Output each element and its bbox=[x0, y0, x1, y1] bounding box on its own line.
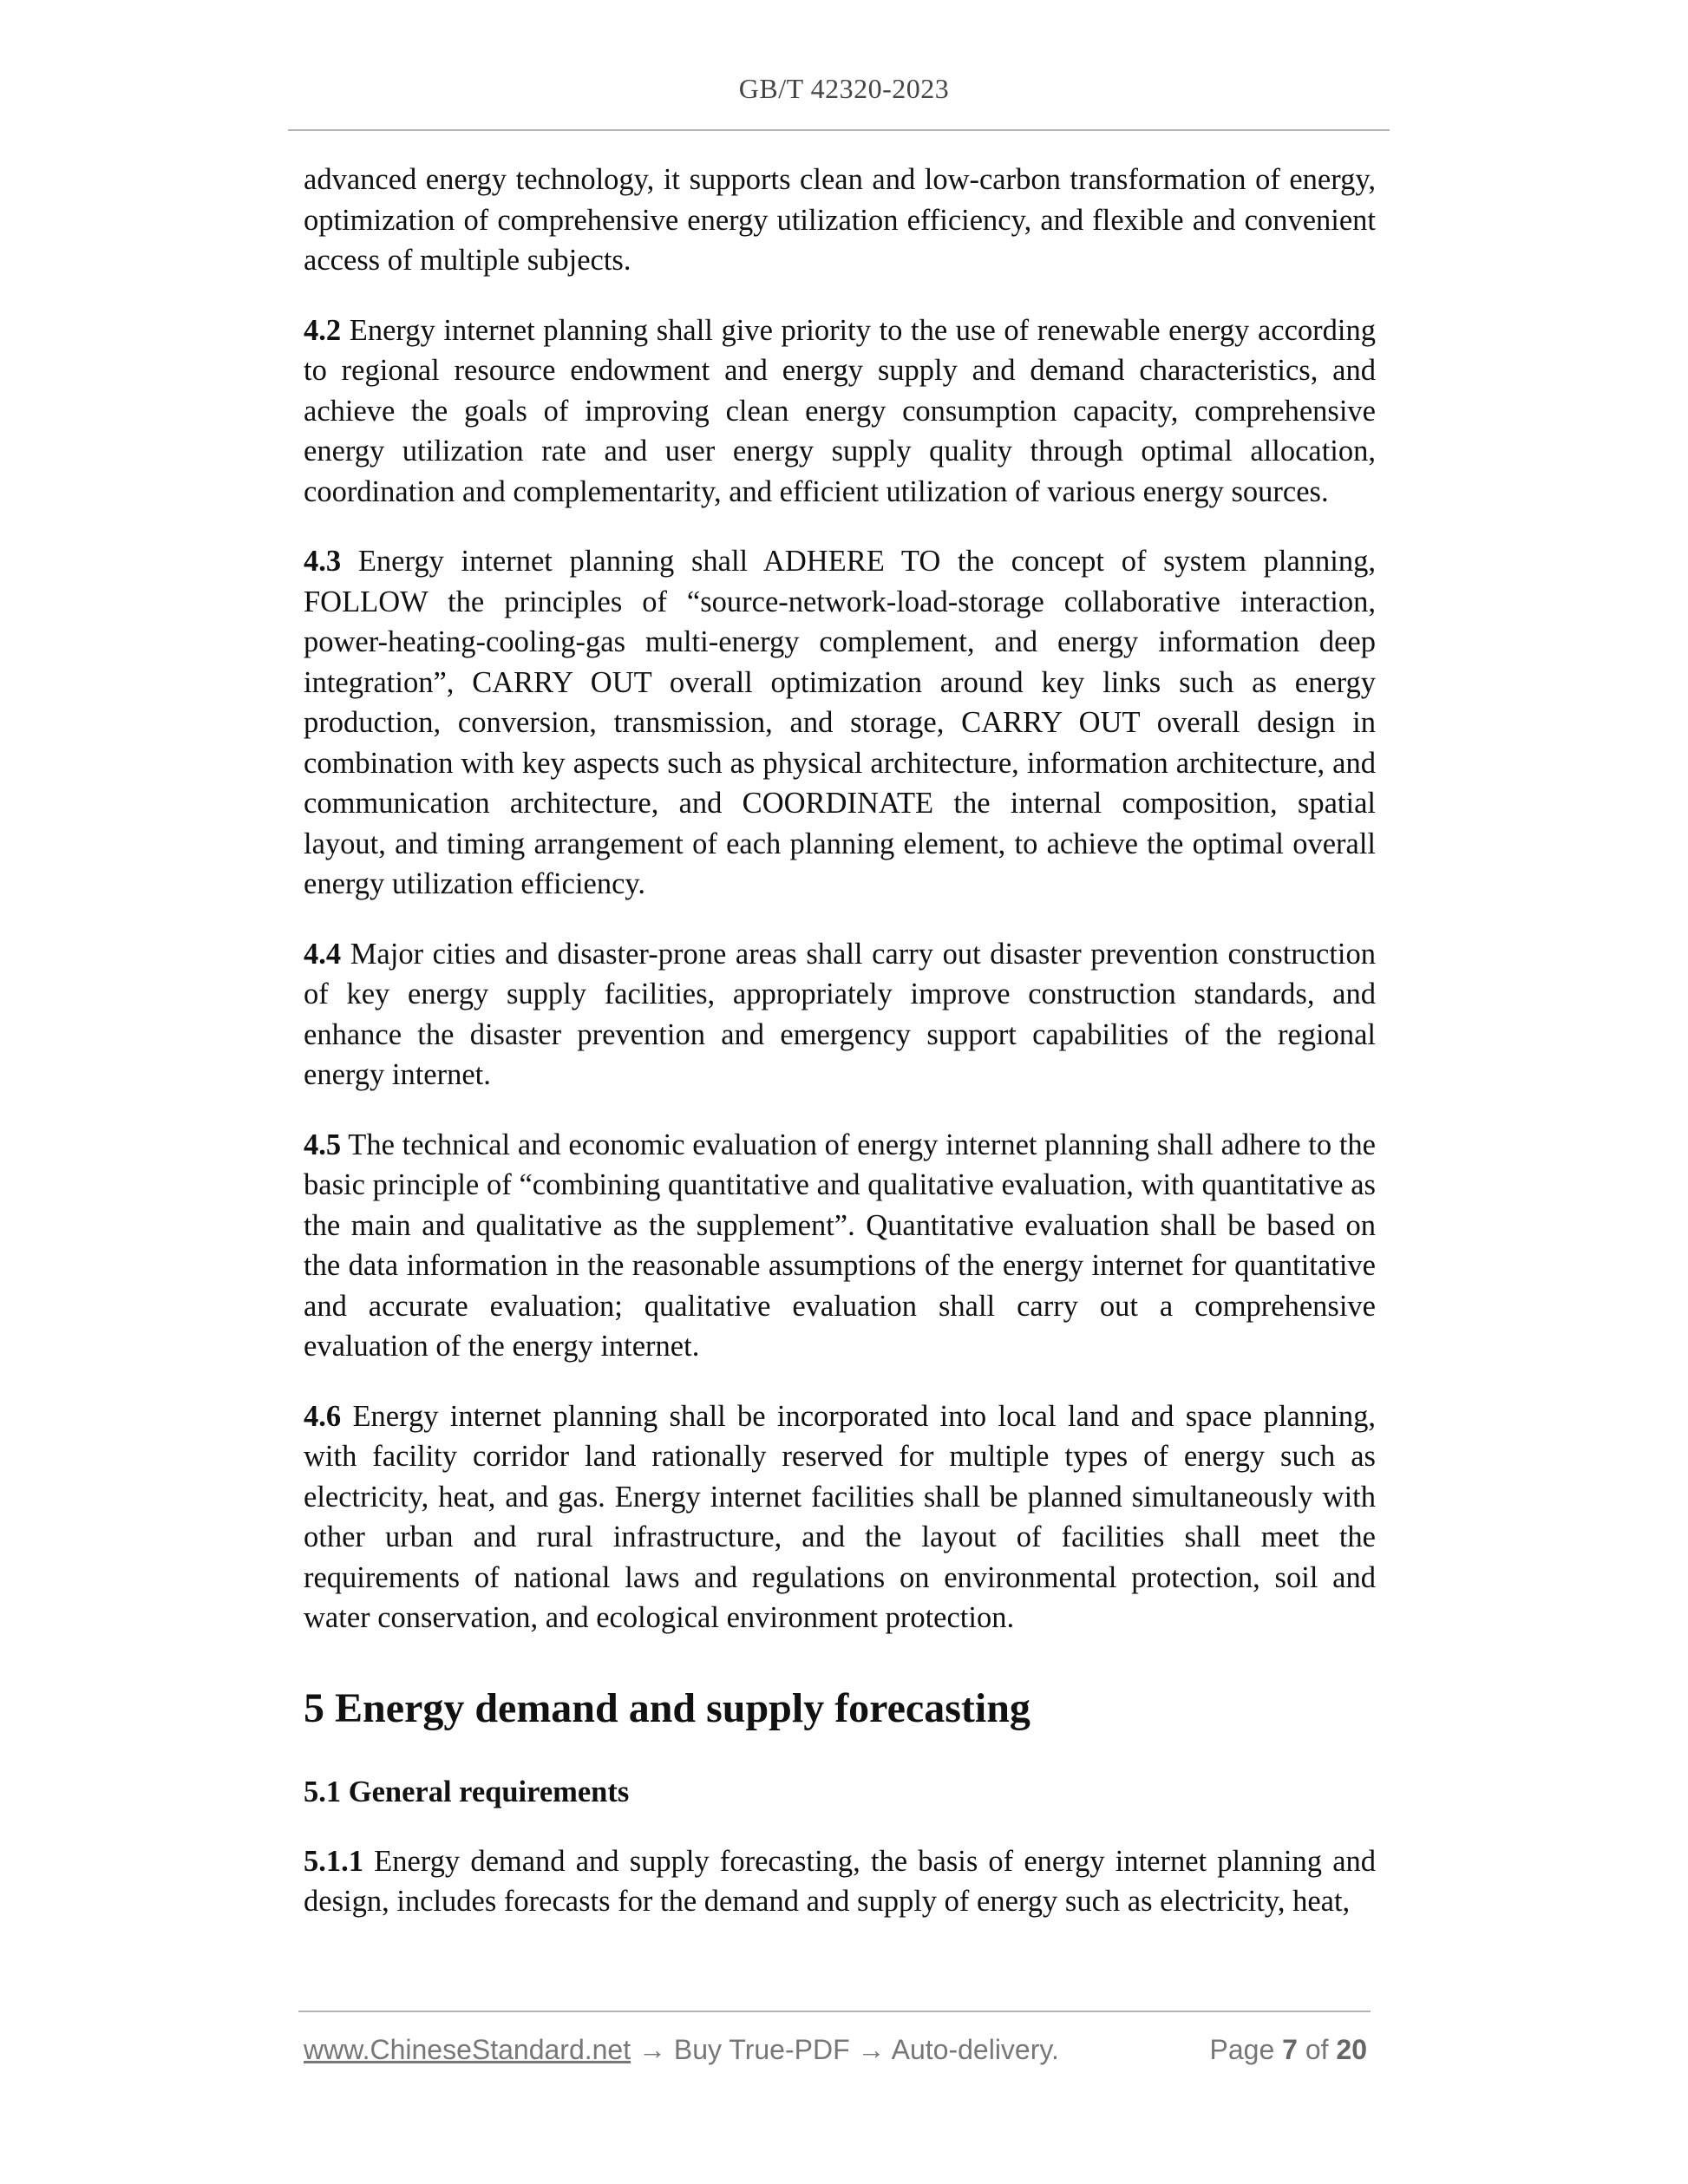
clause-5-1-1 bbox=[304, 1841, 1376, 1922]
document-header: GB/T 42320-2023 bbox=[738, 73, 950, 104]
clause-number: 4.5 bbox=[304, 1128, 342, 1161]
footer-divider bbox=[298, 2011, 1371, 2012]
footer-promo bbox=[304, 2032, 1059, 2067]
page-current: 7 bbox=[1282, 2034, 1298, 2065]
page-total: 20 bbox=[1336, 2034, 1367, 2065]
clause-text: Major cities and disaster-prone areas shall carry out disaster prevention construction of key energy supply facilities, appropriately improve construction standards, and enhance the disaster prevention and emergency support capabilities of the regional energy internet. bbox=[304, 937, 1377, 1091]
continuation-paragraph: advanced energy technology, it supports clean and low-carbon transformation of energy, optimization of comprehensive energy utilization efficiency, and flexible and convenient access of multiple subjects. bbox=[304, 163, 1376, 277]
clause-text: Energy internet planning shall ADHERE TO the concept of system planning, FOLLOW the principles of “source-network-load-storage collaborative interaction, power-heating-cooling-gas multi-energy complement, and energy information deep integration”, CARRY OUT overall optimization around key links such as energy production, conversion, transmission, and storage, CARRY OUT overall design in combination with key aspects such as physical architecture, information architecture, and communication architecture, and COORDINATE the internal composition, spatial layout, and timing arrangement of each planning element, to achieve the optimal overall energy utilization efficiency. bbox=[304, 545, 1376, 900]
clause-4-5 bbox=[304, 1125, 1376, 1367]
clause-number: 5.1.1 bbox=[304, 1844, 363, 1878]
clause-text: Energy demand and supply forecasting, the basis of energy internet planning and design, includes forecasts for the demand and supply of energy such as electricity, heat, bbox=[304, 1844, 1377, 1918]
clause-4-4 bbox=[304, 934, 1376, 1095]
section-heading: 5.1 General requirements bbox=[304, 1775, 630, 1808]
page-content bbox=[304, 160, 1376, 1952]
clause-number: 4.3 bbox=[304, 545, 342, 578]
clause-number: 4.2 bbox=[304, 313, 342, 347]
clause-text: Energy internet planning shall be incorporated into local land and space planning, with facility corridor land rationally reserved for multiple types of energy such as electricity, heat, and gas. Energy internet facilities shall be planned simultaneously with other urban and rural infrastructure, and the layout of facilities shall meet the requirements of national laws and regulations on environmental protection, soil and water conservation, and ecological environment protection. bbox=[304, 1399, 1376, 1634]
footer-tagline: → Buy True-PDF → Auto-delivery. bbox=[631, 2034, 1059, 2065]
page-indicator bbox=[1210, 2032, 1367, 2067]
clause-number: 4.4 bbox=[304, 937, 342, 971]
chapter-heading: 5 Energy demand and supply forecasting bbox=[304, 1684, 1030, 1731]
clause-4-3 bbox=[304, 541, 1376, 905]
clause-text: The technical and economic evaluation of energy internet planning shall adhere to the basic principle of “combining quantitative and qualitative evaluation, with quantitative as the main and qualitative as the supplement”. Quantitative evaluation shall be based on the data information in the reasonable assumptions of the energy internet for quantitative and accurate evaluation; qualitative evaluation shall carry out a comprehensive evaluation of the energy internet. bbox=[304, 1128, 1376, 1363]
page-label: Page bbox=[1209, 2034, 1283, 2065]
page-of: of bbox=[1297, 2034, 1337, 2065]
header-divider bbox=[288, 129, 1390, 131]
website-link[interactable]: www.ChineseStandard.net bbox=[304, 2034, 631, 2065]
clause-4-6 bbox=[304, 1396, 1376, 1638]
clause-text: Energy internet planning shall give priority to the use of renewable energy according to regional resource endowment and energy supply and demand characteristics, and achieve the goals of improving clean energy consumption capacity, comprehensive energy utilization rate and user energy supply quality through optimal allocation, coordination and complementarity, and efficient utilization of various energy sources. bbox=[304, 313, 1376, 508]
clause-number: 4.6 bbox=[304, 1399, 342, 1433]
clause-4-2 bbox=[304, 311, 1376, 513]
